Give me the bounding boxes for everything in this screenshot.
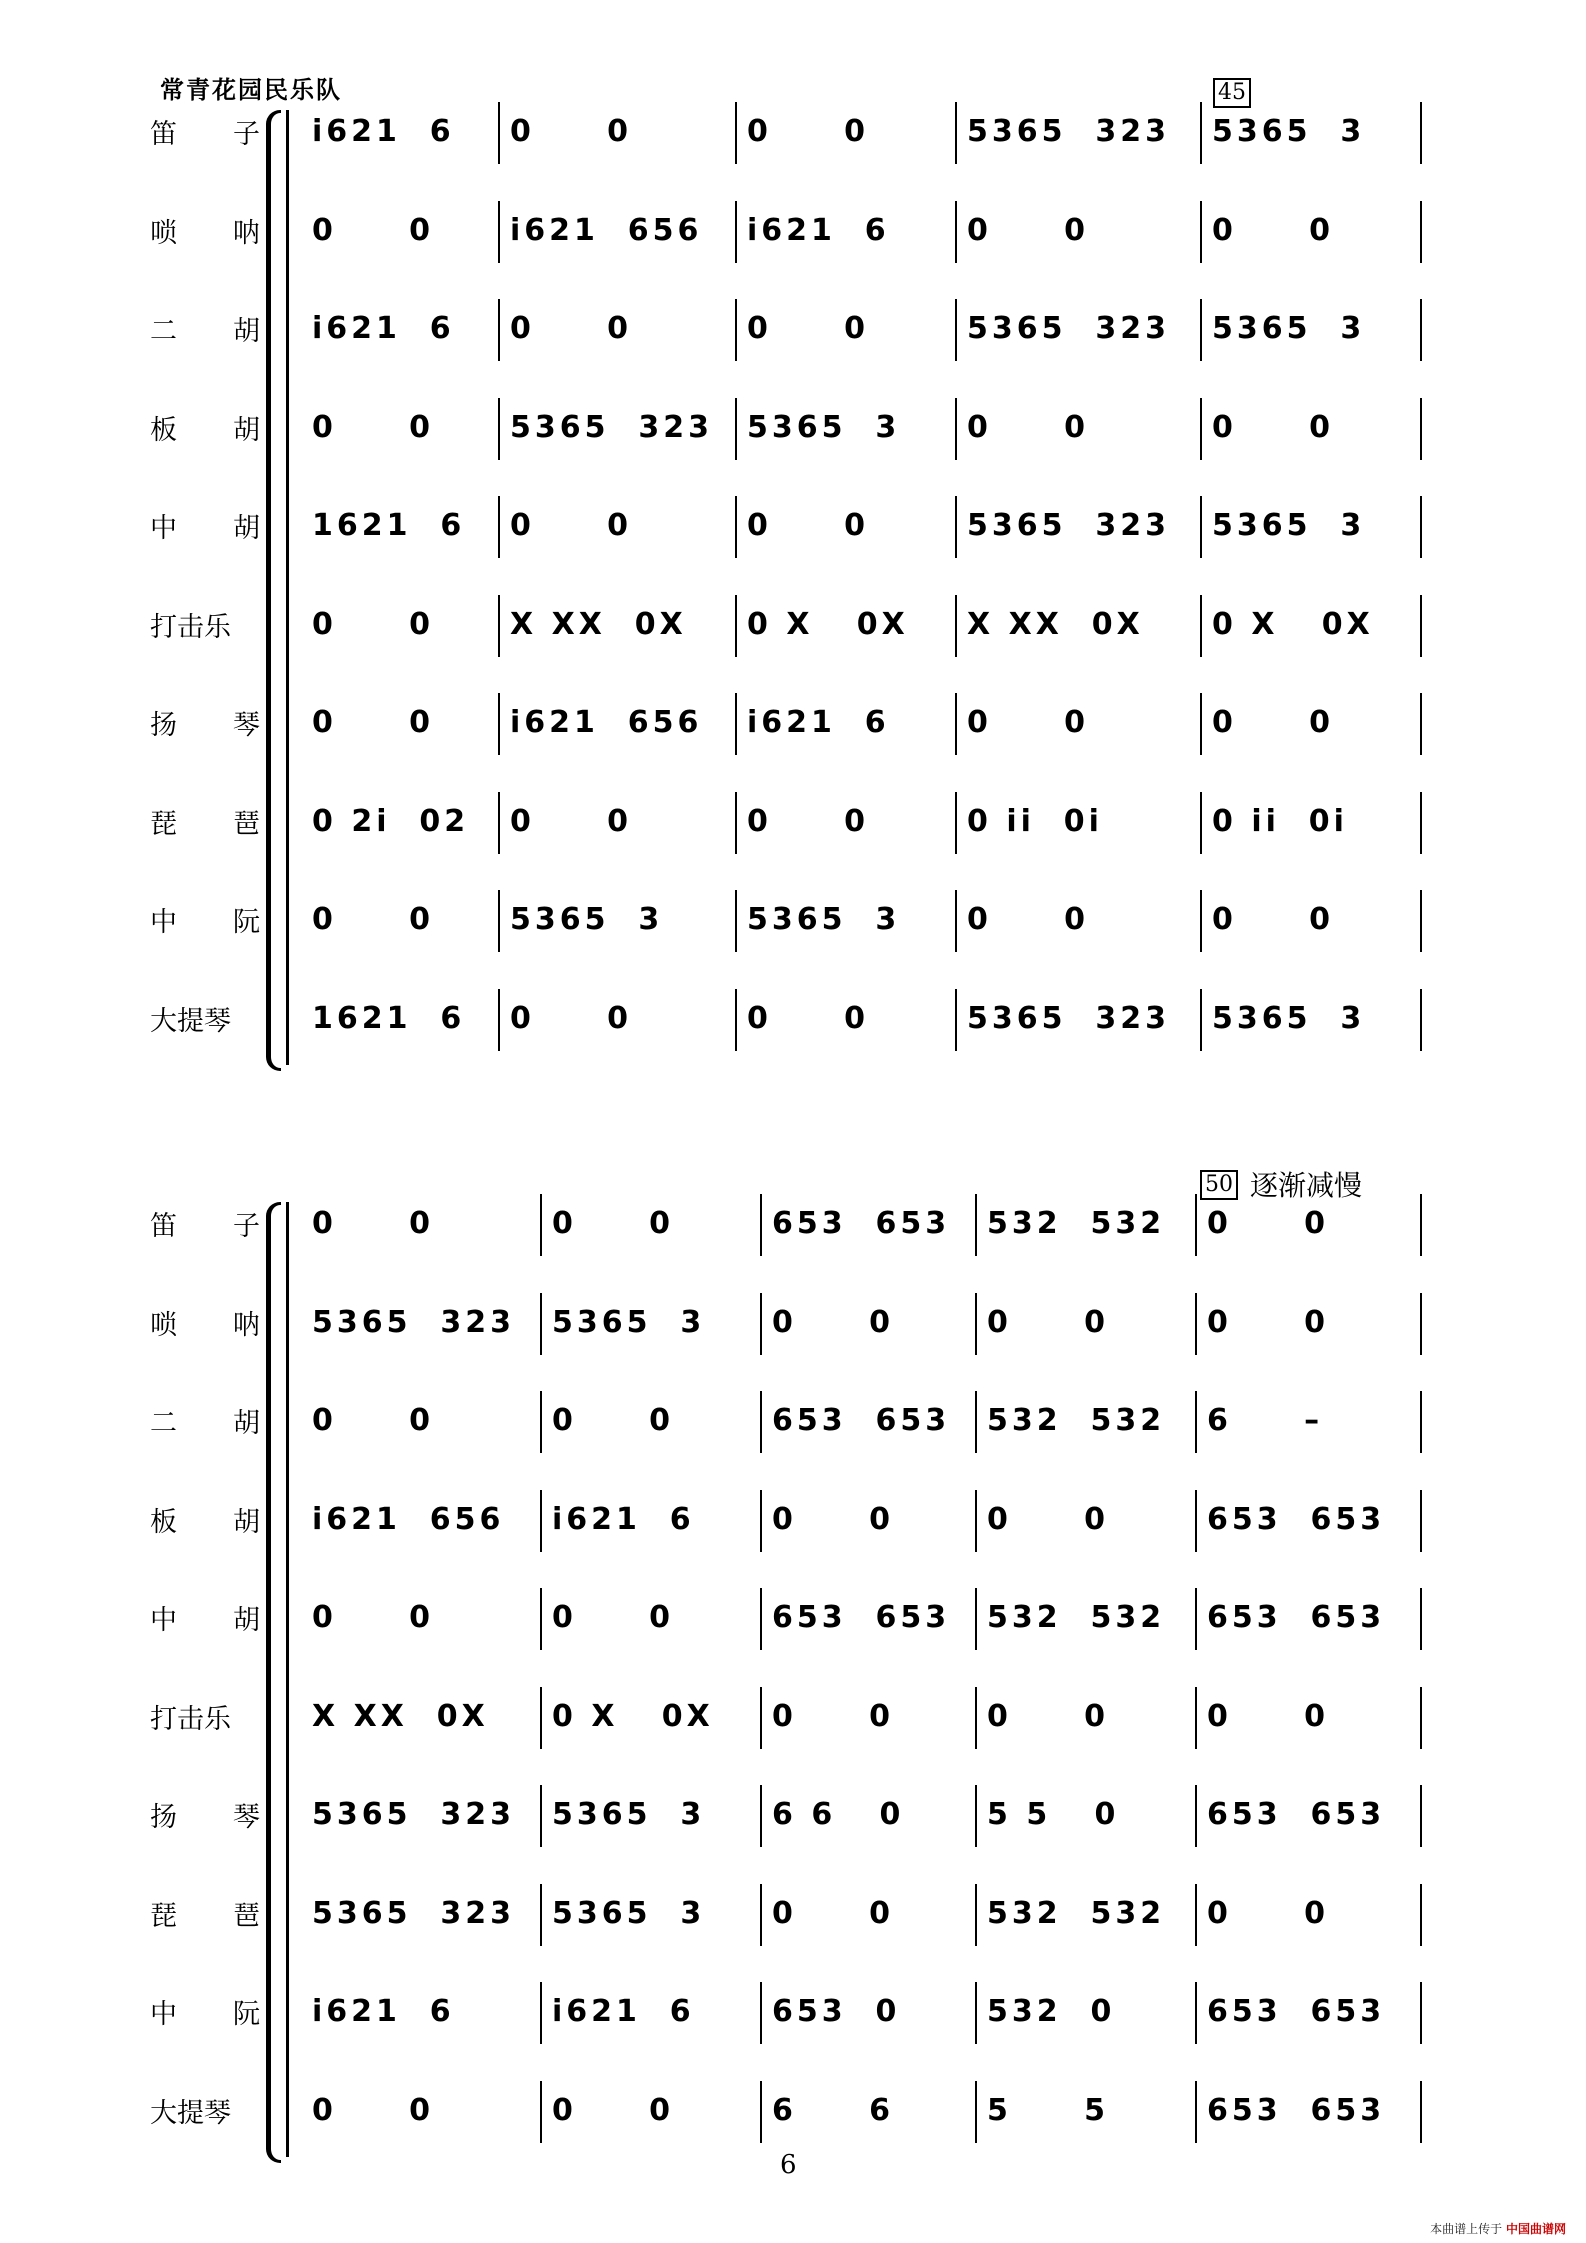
measure: 1621 6 xyxy=(312,1000,466,1036)
measure: 0 0 xyxy=(312,409,434,445)
barline xyxy=(1200,792,1202,854)
instrument-name-char: 笛 xyxy=(150,119,177,150)
barline xyxy=(975,1687,977,1749)
barline xyxy=(955,792,957,854)
instrument-name xyxy=(150,408,260,447)
barline xyxy=(540,1884,542,1946)
measure: 5365 3 xyxy=(747,409,901,445)
measure: 5365 3 xyxy=(747,902,901,937)
instrument-name-char: 胡 xyxy=(233,1605,260,1636)
measure: 5365 323 xyxy=(967,508,1171,543)
barline xyxy=(540,1982,542,2044)
barline xyxy=(1420,1588,1422,1650)
measure: 5 5 xyxy=(987,2092,1109,2128)
instrument-name xyxy=(150,309,260,348)
measure: 532 532 xyxy=(987,1600,1166,1635)
ensemble-name: 常青花园民乐队 xyxy=(160,75,342,104)
barline xyxy=(540,1194,542,1256)
measure: 0 0 xyxy=(772,1895,894,1931)
measure: 6 6 xyxy=(772,2092,894,2128)
measure: 5365 323 xyxy=(967,1000,1171,1036)
instrument-name xyxy=(150,703,260,742)
measure: 0 0 xyxy=(1207,1698,1329,1734)
barline xyxy=(975,1982,977,2044)
barline xyxy=(1420,1982,1422,2044)
instrument-name-char: 琶 xyxy=(233,808,260,840)
measure: 0 0 xyxy=(510,508,632,543)
instrument-name-char: 二 xyxy=(150,1408,177,1439)
barline xyxy=(1420,890,1422,952)
instrument-name xyxy=(150,1992,260,2031)
instrument-name-char: 胡 xyxy=(233,414,260,446)
system-line xyxy=(286,1202,289,2157)
barline xyxy=(540,1391,542,1453)
barline xyxy=(955,398,957,460)
measure: 5365 3 xyxy=(1212,508,1366,543)
measure: 653 653 xyxy=(1207,2092,1386,2128)
measure: 0 0 xyxy=(967,409,1089,445)
measure: 0 X 0X xyxy=(747,606,909,642)
instrument-name xyxy=(150,1894,260,1933)
barline xyxy=(1195,1785,1197,1847)
measure: 0 0 xyxy=(1212,212,1334,248)
barline xyxy=(498,890,500,952)
instrument-name xyxy=(150,506,260,545)
barline xyxy=(955,102,957,164)
barline xyxy=(1420,1490,1422,1552)
instrument-name-char: 板 xyxy=(150,414,177,446)
barline xyxy=(498,595,500,657)
instrument-name-char: 琶 xyxy=(233,1900,260,1932)
measure: 0 0 xyxy=(312,1600,434,1635)
barline xyxy=(975,1588,977,1650)
measure: 5365 3 xyxy=(552,1895,706,1931)
measure: 0 0 xyxy=(312,1206,434,1241)
instrument-name xyxy=(150,112,260,151)
measure: 653 653 xyxy=(1207,1501,1386,1537)
measure: 0 0 xyxy=(967,212,1089,248)
barline xyxy=(955,890,957,952)
instrument-name xyxy=(150,900,260,939)
instrument-name-char: 胡 xyxy=(233,1506,260,1538)
measure: 0 0 xyxy=(772,1698,894,1734)
barline xyxy=(955,595,957,657)
barline xyxy=(1420,1884,1422,1946)
instrument-name-char: 中 xyxy=(150,907,177,938)
barline xyxy=(1420,2081,1422,2143)
measure: 5365 323 xyxy=(312,1895,516,1931)
barline xyxy=(975,1490,977,1552)
measure: 0 0 xyxy=(312,2092,434,2128)
barline xyxy=(1195,1982,1197,2044)
barline xyxy=(1195,1293,1197,1355)
instrument-name-char: 胡 xyxy=(233,513,260,544)
measure: 0 0 xyxy=(552,1600,674,1635)
barline xyxy=(1200,693,1202,755)
barline xyxy=(498,102,500,164)
instrument-name xyxy=(150,1204,260,1243)
barline xyxy=(540,1687,542,1749)
measure: 0 0 xyxy=(552,1403,674,1438)
instrument-name-char: 唢 xyxy=(150,1309,177,1341)
measure: 0 X 0X xyxy=(552,1698,714,1734)
barline xyxy=(1200,890,1202,952)
barline xyxy=(540,2081,542,2143)
instrument-name-char: 琴 xyxy=(233,710,260,741)
measure: 532 532 xyxy=(987,1403,1166,1438)
instrument-name-char: 笛 xyxy=(150,1211,177,1242)
measure: i621 656 xyxy=(312,1501,505,1537)
measure: X XX 0X xyxy=(312,1698,489,1734)
barline xyxy=(1420,496,1422,558)
measure: 5365 323 xyxy=(510,409,714,445)
instrument-name-char: 二 xyxy=(150,316,177,347)
barline xyxy=(1200,398,1202,460)
measure: 532 532 xyxy=(987,1895,1166,1931)
rehearsal-mark: 45 xyxy=(1213,78,1251,108)
measure: 5 5 0 xyxy=(987,1797,1120,1832)
measure: 0 0 xyxy=(510,311,632,346)
barline xyxy=(1420,1687,1422,1749)
system-bracket xyxy=(266,1202,281,2163)
instrument-name-char: 中 xyxy=(150,1999,177,2030)
measure: 0 0 xyxy=(510,803,632,839)
measure: 0 0 xyxy=(312,212,434,248)
barline xyxy=(1200,102,1202,164)
barline xyxy=(760,1884,762,1946)
measure: 0 0 xyxy=(312,606,434,642)
measure: 0 2i 02 xyxy=(312,803,470,839)
barline xyxy=(1195,1588,1197,1650)
measure: 6 – xyxy=(1207,1403,1324,1438)
barline xyxy=(1195,1194,1197,1256)
barline xyxy=(760,1982,762,2044)
measure: 0 0 xyxy=(510,1000,632,1036)
instrument-name xyxy=(150,1401,260,1440)
barline xyxy=(1195,2081,1197,2143)
system-line xyxy=(286,110,289,1065)
measure: 0 0 xyxy=(747,114,869,149)
measure: 653 653 xyxy=(772,1206,951,1241)
measure: 0 0 xyxy=(1212,409,1334,445)
measure: X XX 0X xyxy=(967,606,1144,642)
measure: i621 6 xyxy=(552,1994,695,2029)
measure: 5365 3 xyxy=(1212,114,1366,149)
measure: 0 0 xyxy=(987,1501,1109,1537)
measure: 5365 3 xyxy=(552,1304,706,1340)
site-footer xyxy=(1430,2220,1566,2237)
instrument-name-char: 胡 xyxy=(233,316,260,347)
measure: 653 0 xyxy=(772,1994,901,2029)
barline xyxy=(1420,201,1422,263)
barline xyxy=(498,398,500,460)
barline xyxy=(975,1293,977,1355)
measure: 0 0 xyxy=(1212,705,1334,740)
instrument-name xyxy=(150,1303,260,1342)
footer-brand: 中国曲谱网 xyxy=(1505,2222,1566,2236)
measure: X XX 0X xyxy=(510,606,687,642)
barline xyxy=(1420,102,1422,164)
measure: 0 0 xyxy=(967,705,1089,740)
measure: 0 0 xyxy=(1207,1304,1329,1340)
instrument-name xyxy=(150,802,260,841)
barline xyxy=(975,1194,977,1256)
barline xyxy=(1200,989,1202,1051)
barline xyxy=(498,792,500,854)
barline xyxy=(760,1490,762,1552)
instrument-name-char: 阮 xyxy=(233,907,260,938)
measure: 0 ii 0i xyxy=(967,803,1103,839)
measure: 5365 3 xyxy=(552,1797,706,1832)
barline xyxy=(498,989,500,1051)
measure: 5365 323 xyxy=(967,114,1171,149)
barline xyxy=(540,1293,542,1355)
measure: 0 0 xyxy=(1207,1895,1329,1931)
measure: 1621 6 xyxy=(312,508,466,543)
instrument-name-char: 胡 xyxy=(233,1408,260,1439)
barline xyxy=(760,2081,762,2143)
measure: 5365 3 xyxy=(1212,1000,1366,1036)
barline xyxy=(1420,1293,1422,1355)
instrument-name-char: 子 xyxy=(233,119,260,150)
instrument-name-char: 琵 xyxy=(150,808,177,840)
measure: 0 0 xyxy=(987,1698,1109,1734)
barline xyxy=(735,201,737,263)
instrument-name-char: 扬 xyxy=(150,1802,177,1833)
barline xyxy=(760,1293,762,1355)
barline xyxy=(760,1194,762,1256)
barline xyxy=(735,398,737,460)
measure: 0 0 xyxy=(772,1304,894,1340)
rehearsal-mark: 50 xyxy=(1200,1170,1238,1200)
measure: 0 ii 0i xyxy=(1212,803,1348,839)
barline xyxy=(735,496,737,558)
measure: 653 653 xyxy=(1207,1797,1386,1832)
barline xyxy=(1195,1884,1197,1946)
instrument-name: 打击乐 xyxy=(150,611,231,643)
barline xyxy=(760,1687,762,1749)
instrument-name: 打击乐 xyxy=(150,1703,231,1735)
measure: 5365 3 xyxy=(1212,311,1366,346)
instrument-name-char: 阮 xyxy=(233,1999,260,2030)
barline xyxy=(735,693,737,755)
measure: i621 656 xyxy=(510,705,703,740)
barline xyxy=(1420,792,1422,854)
barline xyxy=(1195,1687,1197,1749)
measure: i621 656 xyxy=(510,212,703,248)
measure: 0 0 xyxy=(747,803,869,839)
instrument-name-char: 呐 xyxy=(233,1309,260,1341)
instrument-name-char: 琴 xyxy=(233,1802,260,1833)
barline xyxy=(1420,398,1422,460)
instrument-name xyxy=(150,211,260,250)
barline xyxy=(760,1588,762,1650)
measure: 5365 323 xyxy=(312,1797,516,1832)
instrument-name: 大提琴 xyxy=(150,2097,231,2129)
barline xyxy=(498,693,500,755)
measure: 0 0 xyxy=(987,1304,1109,1340)
barline xyxy=(760,1785,762,1847)
barline xyxy=(540,1785,542,1847)
tempo-marking: 逐渐减慢 xyxy=(1250,1169,1363,1202)
barline xyxy=(1195,1391,1197,1453)
instrument-name xyxy=(150,1795,260,1834)
barline xyxy=(975,1391,977,1453)
barline xyxy=(1200,496,1202,558)
measure: 0 0 xyxy=(1207,1206,1329,1241)
measure: 5365 3 xyxy=(510,902,664,937)
footer-text: 本曲谱上传于 xyxy=(1430,2222,1503,2236)
measure: 532 0 xyxy=(987,1994,1116,2029)
barline xyxy=(735,792,737,854)
barline xyxy=(540,1588,542,1650)
measure: 0 0 xyxy=(1212,902,1334,937)
barline xyxy=(735,299,737,361)
measure: i621 6 xyxy=(747,705,890,740)
instrument-name-char: 呐 xyxy=(233,217,260,249)
instrument-name-char: 扬 xyxy=(150,710,177,741)
measure: 653 653 xyxy=(1207,1600,1386,1635)
barline xyxy=(540,1490,542,1552)
measure: 5365 323 xyxy=(967,311,1171,346)
measure: i621 6 xyxy=(552,1501,695,1537)
measure: 0 0 xyxy=(747,1000,869,1036)
instrument-name xyxy=(150,1500,260,1539)
barline xyxy=(1420,693,1422,755)
measure: 653 653 xyxy=(1207,1994,1386,2029)
page-number: 6 xyxy=(780,2150,797,2180)
barline xyxy=(498,496,500,558)
barline xyxy=(1420,1194,1422,1256)
barline xyxy=(498,299,500,361)
measure: 0 0 xyxy=(747,311,869,346)
barline xyxy=(1200,299,1202,361)
measure: i621 6 xyxy=(312,311,455,346)
measure: 0 0 xyxy=(510,114,632,149)
barline xyxy=(735,102,737,164)
barline xyxy=(975,1785,977,1847)
measure: i621 6 xyxy=(312,1994,455,2029)
barline xyxy=(498,201,500,263)
barline xyxy=(1420,1785,1422,1847)
measure: 5365 323 xyxy=(312,1304,516,1340)
measure: 0 0 xyxy=(312,705,434,740)
instrument-name-char: 唢 xyxy=(150,217,177,249)
barline xyxy=(955,496,957,558)
measure: 0 0 xyxy=(747,508,869,543)
instrument-name: 大提琴 xyxy=(150,1005,231,1037)
barline xyxy=(955,989,957,1051)
instrument-name-char: 板 xyxy=(150,1506,177,1538)
measure: 532 532 xyxy=(987,1206,1166,1241)
measure: 6 6 0 xyxy=(772,1797,905,1832)
instrument-name-char: 中 xyxy=(150,1605,177,1636)
barline xyxy=(975,1884,977,1946)
barline xyxy=(735,890,737,952)
measure: 0 0 xyxy=(552,1206,674,1241)
barline xyxy=(735,595,737,657)
barline xyxy=(955,693,957,755)
system-bracket xyxy=(266,110,281,1071)
instrument-name-char: 子 xyxy=(233,1211,260,1242)
measure: 0 0 xyxy=(312,902,434,937)
measure: 0 X 0X xyxy=(1212,606,1374,642)
measure: 0 0 xyxy=(967,902,1089,937)
barline xyxy=(1200,201,1202,263)
instrument-name-char: 琵 xyxy=(150,1900,177,1932)
measure: i621 6 xyxy=(747,212,890,248)
barline xyxy=(735,989,737,1051)
barline xyxy=(1420,989,1422,1051)
barline xyxy=(975,2081,977,2143)
measure: 653 653 xyxy=(772,1403,951,1438)
measure: 0 0 xyxy=(552,2092,674,2128)
barline xyxy=(1420,1391,1422,1453)
barline xyxy=(1420,299,1422,361)
barline xyxy=(955,299,957,361)
measure: i621 6 xyxy=(312,114,455,149)
barline xyxy=(955,201,957,263)
barline xyxy=(1195,1490,1197,1552)
measure: 653 653 xyxy=(772,1600,951,1635)
measure: 0 0 xyxy=(772,1501,894,1537)
instrument-name-char: 中 xyxy=(150,513,177,544)
barline xyxy=(1200,595,1202,657)
barline xyxy=(1420,595,1422,657)
barline xyxy=(760,1391,762,1453)
instrument-name xyxy=(150,1598,260,1637)
measure: 0 0 xyxy=(312,1403,434,1438)
